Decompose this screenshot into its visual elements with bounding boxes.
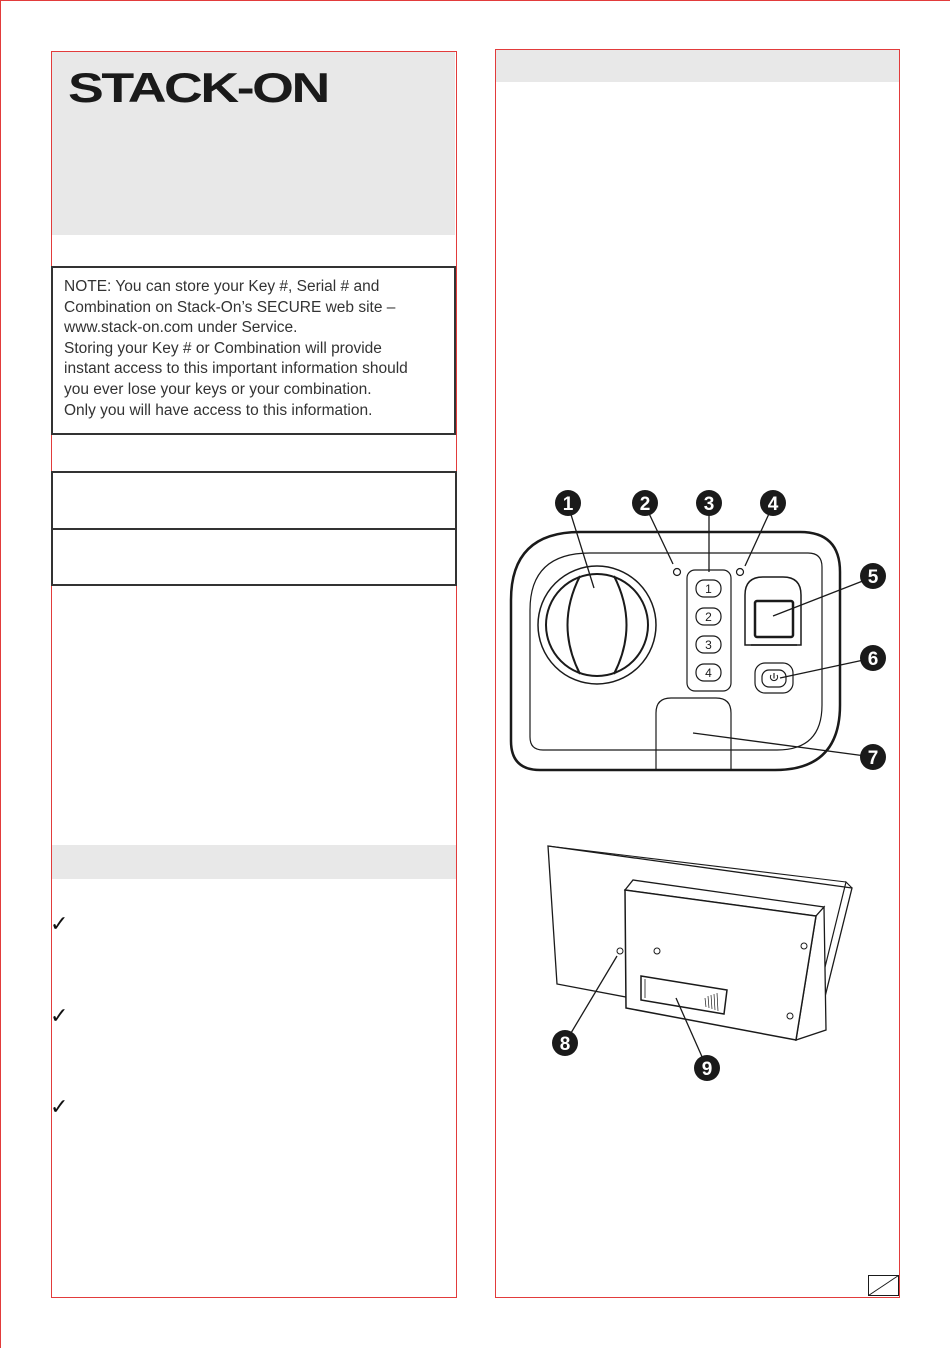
callout-number: 7 [867, 748, 879, 769]
checkmark-icon: ✓ [50, 912, 69, 937]
left-column-frame [51, 51, 457, 1298]
note-line: Only you will have access to this information. [64, 401, 373, 419]
callout-badge [760, 490, 786, 516]
callout-badge [552, 1030, 578, 1056]
callout-badge [696, 490, 722, 516]
callout-badge [860, 645, 886, 671]
door-back-diagram [495, 830, 900, 1090]
callout-number: 5 [867, 567, 879, 588]
note-line: instant access to this important information should [64, 360, 408, 378]
callout-number: 6 [867, 649, 879, 670]
keypad-button-label: 3 [705, 638, 712, 652]
key-number-box [51, 471, 457, 530]
led-left [674, 569, 681, 576]
callout-badge [555, 490, 581, 516]
callout-badge [694, 1055, 720, 1081]
callout-number: 2 [639, 494, 651, 515]
fingerprint-sensor [755, 601, 793, 637]
right-header-panel [496, 50, 899, 82]
callout-number: 4 [767, 494, 779, 515]
logo-text: STACK-ON [68, 65, 328, 112]
keypad-button-label: 4 [705, 666, 712, 680]
callout-badge [860, 744, 886, 770]
note-line: you ever lose your keys or your combination. [64, 380, 372, 398]
callout-number: 8 [559, 1034, 571, 1055]
checkmark-icon: ✓ [50, 1004, 69, 1029]
keypad-button-label: 1 [705, 582, 712, 596]
note-line: Storing your Key # or Combination will provide [64, 339, 382, 357]
callout-badge [632, 490, 658, 516]
note-box [51, 266, 456, 435]
reset-button [617, 948, 623, 954]
note-line: Combination on Stack-On’s SECURE web site – [64, 298, 396, 316]
checkmark-icon: ✓ [50, 1095, 69, 1120]
screw [654, 948, 660, 954]
note-line: www.stack-on.com under Service. [64, 319, 298, 337]
callout-number: 3 [703, 494, 715, 515]
screw [801, 943, 807, 949]
led-right [737, 569, 744, 576]
keypad-button-label: 2 [705, 610, 712, 624]
note-line: NOTE: You can store your Key #, Serial # and [64, 278, 380, 295]
page-corner-mark [868, 1275, 900, 1297]
page-edge-top [0, 0, 950, 1]
callout-number: 1 [562, 494, 574, 515]
page-edge-left [0, 0, 1, 1348]
checklist-header-panel [52, 845, 456, 879]
callout-number: 9 [701, 1059, 713, 1080]
stack-on-logo [68, 65, 328, 112]
serial-number-box [51, 528, 457, 586]
screw [787, 1013, 793, 1019]
dial [546, 574, 648, 676]
keypad-front-diagram [495, 480, 900, 790]
callout-badge [860, 563, 886, 589]
